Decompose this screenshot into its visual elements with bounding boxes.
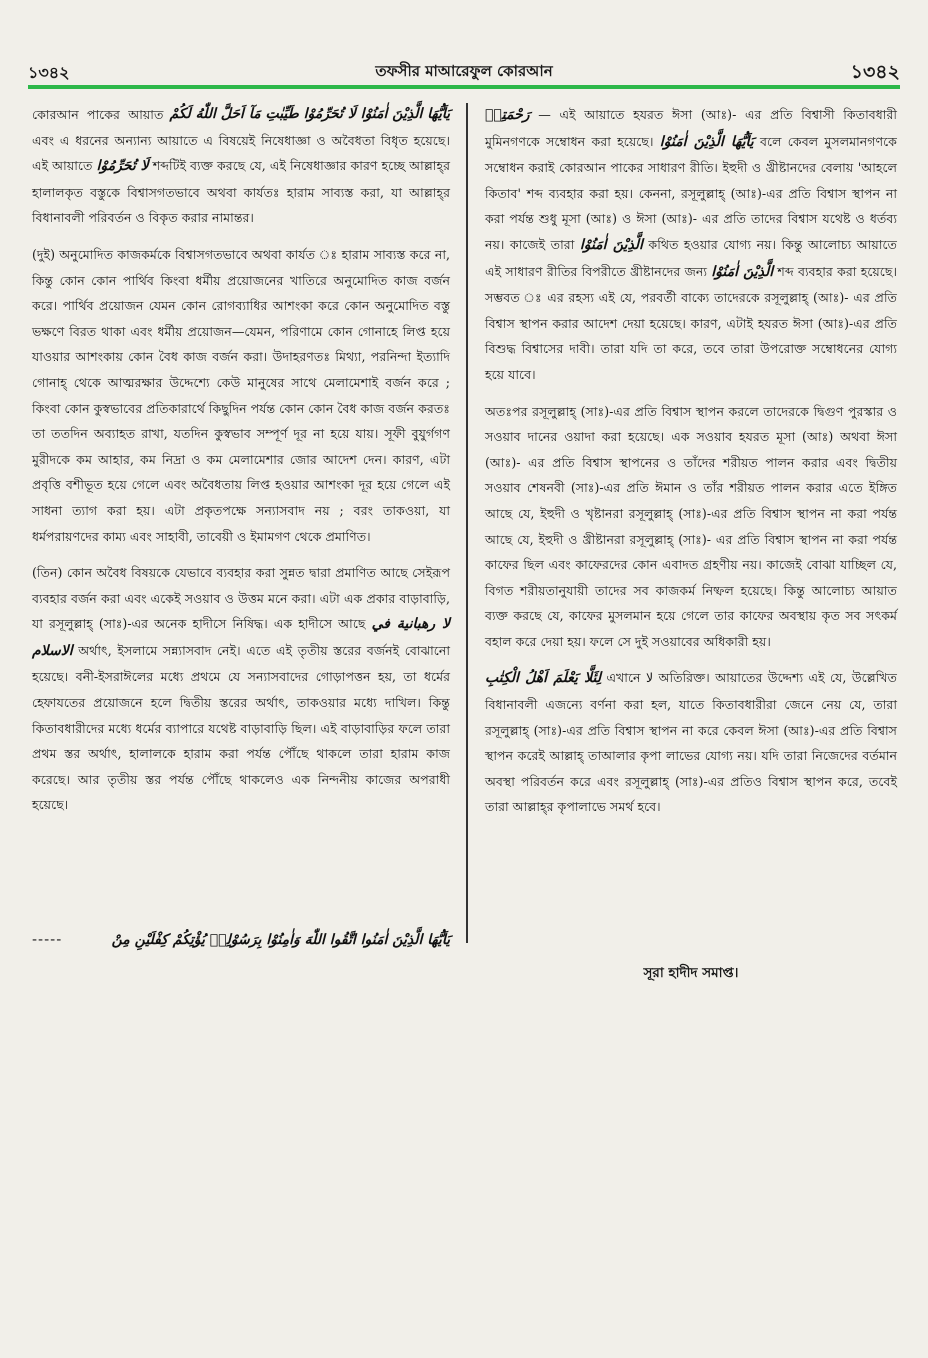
paragraph-text: অর্থাৎ, ইসলামে সন্ন্যাসবাদ নেই। এতে এই তৃতীয় স্তরের বর্জনই বোঝানো হয়েছে। বনী-ইসরাঈলের মধ্যে প্রথমে যে সন্যাসবাদের গোড়াপত্তন হয়, তা ধর্মের হেফাযতের প্রয়োজনে হলে দ্বিতীয় স্তরের অর্থাৎ, তাকওয়ার মধ্যে দাখিল। কিন্তু কিতাবধারীদের মধ্যে ধর্মের ব্যাপারে যথেষ্ট বাড়াবাড়ি ছিল। এই বাড়াবাড়ির ফলে তারা প্রথম স্তর অর্থাৎ, হালালকে হারাম করা পর্যন্ত পৌঁছে থাকলে তারা হারাম কাজ করেছে। আর তৃতীয় স্তর পর্যন্ত পৌঁছে থাকলেও এক নিন্দনীয় কাজের অপরাধী হয়েছে।: [32, 642, 450, 813]
column-divider: [466, 103, 468, 943]
left-paragraph-1: [32, 102, 450, 231]
left-paragraph-3: [32, 560, 450, 818]
arabic-word: لَا تُحَرِّمُوْا: [96, 158, 149, 175]
arabic-phrase: يَاَيُّهَا الَّذِيْنَ اٰمَنُوْا: [659, 133, 754, 150]
right-paragraph-2: অতঃপর রসূলুল্লাহ্‌ (সাঃ)-এর প্রতি বিশ্বাস স্থাপন করলে তাদেরকে দ্বিগুণ পুরস্কার ও সওয়াব দানের ওয়াদা করা হয়েছে। এক সওয়াব হযরত মূসা (আঃ) অথবা ঈসা (আঃ)- এর প্রতি বিশ্বাস স্থাপনের ও তাঁদের শরীয়ত পালন করার এবং দ্বিতীয় সওয়াব শেষনবী (সাঃ)-এর প্রতি ঈমান ও তাঁর শরীয়ত পালন করার এতে ইঙ্গিত আছে যে, ইহুদী ও খৃষ্টানরা রসূলুল্লাহ্‌ (সাঃ)-এর প্রতি বিশ্বাস স্থাপন না করা পর্যন্ত আছে যে, ইহুদী ও খ্রীষ্টানরা রসূলুল্লাহ্‌ (সাঃ)- এর প্রতি বিশ্বাস স্থাপন না করা পর্যন্ত কাফের ছিল এবং কাফেরদের কোন এবাদত গ্রহণীয় নয়। কাজেই বোঝা যাচ্ছিল যে, বিগত শরীয়তানুযায়ী তাদের সব কাজকর্ম নিষ্ফল হয়েছে। কিন্তু আলোচ্য আয়াত ব্যক্ত করছে যে, কাফের মুসলমান হয়ে গেলে তার কাফের অবস্থায় কৃত সব সৎকর্ম বহাল করে দেয়া হয়। ফলে সে দুই সওয়াবের অধিকারী হয়।: [485, 403, 897, 649]
left-paragraph-2: (দুই) অনুমোদিত কাজকর্মকে বিশ্বাসগতভাবে অথবা কার্যত ঃ হারাম সাব্যস্ত করে না, কিন্তু কোন কোন পার্থিব কিংবা ধর্মীয় প্রয়োজনের খাতিরে অনুমোদিত কাজ বর্জন করে। পার্থিব প্রয়োজন যেমন কোন রোগব্যাধির আশংকা করে কোন অনুমোদিত বস্তু ভক্ষণে বিরত থাকা এবং ধর্মীয় প্রয়োজন—যেমন, পরিণামে কোন গোনাহে লিপ্ত হয়ে যাওয়ার আশংকায় কোন বৈধ কাজ বর্জন করা। উদাহরণতঃ মিথ্যা, পরনিন্দা ইত্যাদি গোনাহ্‌ থেকে আত্মরক্ষার উদ্দেশ্যে কেউ মানুষের সাথে মেলামেশাই বর্জন করে ; কিংবা কোন কুস্বভাবের প্রতিকারার্থে কিছুদিন পর্যন্ত কোন কোন বৈধ কাজ বর্জন করতঃ তা ততদিন অব্যাহত রাখা, যতদিন কুস্বভাব সম্পূর্ণ দূর না হয়ে যায়। সূফী বুযুর্গগণ মুরীদকে কম আহার, কম নিদ্রা ও কম মেলামেশার জোর আদেশ দেন। কারণ, এটা প্রবৃত্তি বশীভূত হয়ে গেলে এবং অবৈধতায় লিপ্ত হওয়ার আশংকা দূর হয়ে গেলে এই সাধনা ত্যাগ করা হয়। এটা প্রকৃতপক্ষে সন্যাসবাদ নয় ; বরং তাকওয়া, যা ধর্মপরায়ণদের কাম্য এবং সাহাবী, তাবেয়ী ও ইমামগণ থেকে প্রমাণিত।: [32, 246, 450, 544]
paragraph-text: বলে কেবল মুসলমানগণকে সম্বোধন করাই কোরআন পাকের সাধারণ রীতি। ইহুদী ও খ্রীষ্টানদের বেলায় 'আহলে কিতাব' শব্দ ব্যবহার করা হয়। কেননা, রসূলুল্লাহ্‌ (আঃ)-এর প্রতি বিশ্বাস স্থাপন না করা পর্যন্ত শুধু মূসা (আঃ) ও ঈসা (আঃ)- এর প্রতি তাদের বিশ্বাস যথেষ্ট ও ধর্তব্য নয়। কাজেই তারা: [485, 133, 897, 252]
lead-text: কোরআন পাকের: [32, 107, 120, 122]
next-verse-line: [32, 932, 450, 948]
right-column: [485, 102, 897, 820]
verse-dashes: -----: [32, 932, 63, 948]
right-paragraph-1: [485, 102, 897, 388]
running-header: [28, 58, 900, 84]
left-column: [32, 102, 450, 818]
arabic-phrase: الَّذِيْنَ اٰمَنُوْا: [579, 236, 643, 253]
paragraph-text: শব্দটিই ব্যক্ত করছে যে, এই নিষেধাজ্ঞার কারণ হচ্ছে আল্লাহ্‌র হালালকৃত বস্তুকে বিশ্বাসগতভাবে অথবা কার্যতঃ হারাম সাব্যস্ত করা, যা আল্লাহ্‌র বিধানাবলী পরিবর্তন ও বিকৃত করার নামান্তর।: [32, 158, 451, 226]
header-rule: [28, 85, 900, 89]
arabic-verse: لِئَلَّا يَعْلَمَ اَهْلُ الْكِتٰبِ: [485, 670, 602, 687]
page-number-left: ১৩৪২: [28, 63, 70, 82]
arabic-hadith: لا رهبانية في الاسلام: [32, 616, 450, 659]
right-paragraph-3: [485, 665, 897, 820]
paragraph-text: এখানে لا অতিরিক্ত। আয়াতের উদ্দেশ্য এই যে, উল্লেখিত বিধানাবলী এজন্যে বর্ণনা করা হল, যাতে কিতাবধারীরা জেনে নেয় যে, তারা রসূলুল্লাহ্‌ (সাঃ)-এর প্রতি বিশ্বাস স্থাপন না করে কেবল ঈসা (আঃ)-এর প্রতি বিশ্বাস স্থাপন করেই আল্লাহ্‌ তাআলার কৃপা লাভের যোগ্য নয়। যদি তারা নিজেদের বর্তমান অবস্থা পরিবর্তন করে এবং রসূলুল্লাহ্‌ (সাঃ)-এর প্রতিও বিশ্বাস স্থাপন করে, তবেই তারা আল্লাহ্‌র কৃপালাভে সমর্থ হবে।: [485, 670, 897, 815]
arabic-phrase: الَّذِيْنَ اٰمَنُوْا: [711, 263, 774, 280]
arabic-verse-heading: يَاَيُّهَا الَّذِيْنَ اٰمَنُوا اتَّقُوا اللّٰهَ وَاٰمِنُوْا بِرَسُوْلِهٖ يُؤْتِكُمْ كِفْلَيْنِ مِنْ: [111, 932, 450, 948]
surah-closing: সূরা হাদীদ সমাপ্ত।: [643, 965, 739, 981]
paragraph-text: আয়াত এবং এ ধরনের অন্যান্য আয়াতে এ বিষয়েই নিষেধাজ্ঞা ও অবৈধতা বিধৃত হয়েছে। এই আয়াতে: [32, 107, 450, 174]
paragraph-text: — এই আয়াতে হযরত ঈসা (আঃ)- এর প্রতি বিশ্বাসী কিতাবধারী মুমিনগণকে সম্বোধন করা হয়েছে।: [485, 107, 897, 149]
paragraph-text: শব্দ ব্যবহার করা হয়েছে। সম্ভবত ঃ এর রহস্য এই যে, পরবর্তী বাক্যে তাদেরকে রসূলুল্লাহ্‌ (আঃ)- এর প্রতি বিশ্বাস স্থাপন করার আদেশ দেয়া হয়েছে। কারণ, এটাই হযরত ঈসা (আঃ)-এর প্রতি বিশুদ্ধ বিশ্বাসের দাবী। তারা যদি তা করে, তবে তারা উপরোক্ত সম্বোধনের যোগ্য হয়ে যাবে।: [485, 263, 897, 382]
arabic-word: رَحْمَتِهٖ: [485, 107, 530, 123]
running-title: তফসীর মাআরেফুল কোরআন: [375, 62, 553, 80]
paragraph-text: (তিন) কোন অবৈধ বিষয়কে যেভাবে ব্যবহার করা সুন্নত দ্বারা প্রমাণিত আছে সেইরূপ ব্যবহার বর্জন করা এবং একেই সওয়াব ও উত্তম মনে করা। এটা এক প্রকার বাড়াবাড়ি, যা রসূলুল্লাহ্‌ (সাঃ)-এর অনেক হাদীসে নিষিদ্ধ। এক হাদীসে আছে: [32, 565, 450, 632]
page-number-right: ১৩৪২: [850, 61, 900, 83]
paragraph-text: কথিত হওয়ার যোগ্য নয়। কিন্তু আলোচ্য আয়াতে এই সাধারণ রীতির বিপরীতে খ্রীষ্টানদের জন্য: [485, 236, 897, 279]
arabic-verse: يَاَيُّهَا الَّذِيْنَ اٰمَنُوْا لَا تُحَرِّمُوْا طَيِّبٰتِ مَآ اَحَلَّ اللّٰهُ لَكُمْ: [169, 106, 450, 122]
